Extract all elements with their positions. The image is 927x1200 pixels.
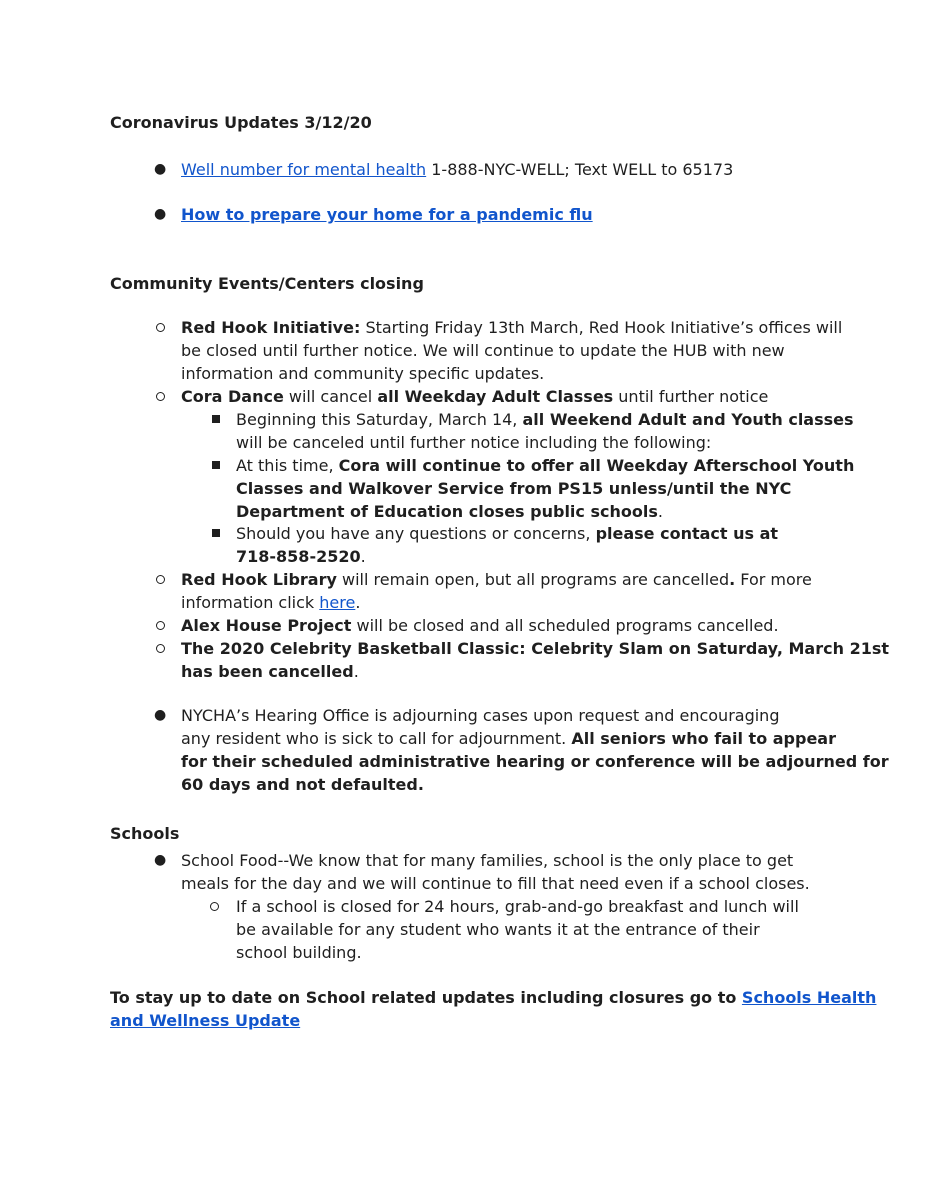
list-item-mental-health: [181, 158, 927, 181]
circle-bullet: [210, 902, 219, 911]
list-item-nycha: [181, 704, 927, 796]
school-sub-line1: If a school is closed for 24 hours, grab-and-go breakfast and lunch will: [236, 897, 799, 916]
library-text: will remain open, but all programs are cancelled: [336, 570, 730, 589]
cora-tail: until further notice: [613, 387, 769, 406]
rhi-text-1: Starting Friday 13th March, Red Hook Initiative’s offices will: [360, 318, 843, 337]
list-item-red-hook-initiative: [181, 316, 927, 385]
celebrity-line1: The 2020 Celebrity Basketball Classic: Celebrity Slam on Saturday, March 21st: [181, 639, 889, 658]
alex-text: will be closed and all scheduled programs cancelled.: [351, 616, 779, 635]
cora-sub1-bold: all Weekend Adult and Youth classes: [522, 410, 854, 429]
wellness-update-link[interactable]: and Wellness Update: [110, 1011, 301, 1030]
school-food-line1: School Food--We know that for many families, school is the only place to get: [181, 851, 794, 870]
square-bullet: [212, 461, 220, 469]
bullet-dot: ●: [154, 707, 167, 723]
list-item-red-hook-library: [181, 568, 927, 614]
cora-sub3-end: .: [360, 547, 366, 566]
circle-bullet: [156, 323, 165, 332]
footer-paragraph: [110, 986, 927, 1032]
cora-bold: all Weekday Adult Classes: [377, 387, 614, 406]
schools-health-link[interactable]: Schools Health: [741, 988, 877, 1007]
cora-sub1-line2: will be canceled until further notice including the following:: [236, 433, 712, 452]
list-item-alex-house: [181, 614, 927, 637]
cora-label: Cora Dance: [181, 387, 284, 406]
rhi-text-3: information and community specific updates.: [181, 364, 545, 383]
square-bullet: [212, 529, 220, 537]
cora-sub2-bold: Cora will continue to offer all Weekday Afterschool Youth: [338, 456, 855, 475]
mental-health-link[interactable]: Well number for mental health: [181, 160, 427, 179]
square-bullet: [212, 415, 220, 423]
pandemic-flu-link[interactable]: How to prepare your home for a pandemic flu: [181, 205, 593, 224]
cora-sub1-text: Beginning this Saturday, March 14,: [236, 410, 523, 429]
cora-sub-item-weekend: [236, 408, 927, 454]
school-sub-line3: school building.: [236, 943, 362, 962]
school-food-line2: meals for the day and we will continue to fill that need even if a school closes.: [181, 874, 810, 893]
school-sub-line2: be available for any student who wants it at the entrance of their: [236, 920, 760, 939]
bullet-dot: ●: [154, 206, 167, 222]
cora-phone: 718-858-2520: [236, 547, 361, 566]
bullet-dot: ●: [154, 161, 167, 177]
footer-text: To stay up to date on School related updates including closures go to: [110, 988, 742, 1007]
library-label: Red Hook Library: [181, 570, 337, 589]
cora-sub-item-contact: [236, 522, 927, 568]
nycha-line2-bold: All seniors who fail to appear: [571, 729, 836, 748]
cora-text-mid: will cancel: [283, 387, 378, 406]
cora-sub-item-afterschool: [236, 454, 927, 523]
rhi-label: Red Hook Initiative:: [181, 318, 361, 337]
cora-sub3-bold: please contact us at: [595, 524, 779, 543]
library-dot: .: [729, 570, 736, 589]
nycha-line2: any resident who is sick to call for adjournment.: [181, 729, 572, 748]
cora-sub2-line2: Classes and Walkover Service from PS15 unless/until the NYC: [236, 479, 792, 498]
school-food-sub-item: [236, 895, 927, 964]
cora-sub2-end: .: [657, 502, 663, 521]
page-title: Coronavirus Updates 3/12/20: [110, 113, 372, 132]
circle-bullet: [156, 392, 165, 401]
alex-label: Alex House Project: [181, 616, 352, 635]
list-item-celebrity-classic: [181, 637, 927, 683]
celebrity-line2: has been cancelled: [181, 662, 354, 681]
cora-sub2-line3: Department of Education closes public schools: [236, 502, 658, 521]
library-here-link[interactable]: here: [319, 593, 356, 612]
bullet-dot: ●: [154, 852, 167, 868]
celebrity-end: .: [353, 662, 359, 681]
library-text2: For more: [735, 570, 812, 589]
cora-sub3-text: Should you have any questions or concerns,: [236, 524, 596, 543]
cora-sub2-text: At this time,: [236, 456, 339, 475]
list-item-cora-dance: [181, 385, 927, 408]
community-heading: Community Events/Centers closing: [110, 274, 424, 293]
library-line2: information click: [181, 593, 320, 612]
nycha-line4: 60 days and not defaulted.: [181, 775, 424, 794]
list-item-pandemic-flu: [181, 203, 927, 226]
list-item-school-food: [181, 849, 927, 895]
circle-bullet: [156, 575, 165, 584]
circle-bullet: [156, 621, 165, 630]
rhi-text-2: be closed until further notice. We will continue to update the HUB with new: [181, 341, 785, 360]
mental-health-text: 1-888-NYC-WELL; Text WELL to 65173: [426, 160, 734, 179]
library-line2-end: .: [355, 593, 361, 612]
schools-heading: Schools: [110, 824, 180, 843]
nycha-line3: for their scheduled administrative hearing or conference will be adjourned for: [181, 752, 889, 771]
nycha-line1: NYCHA’s Hearing Office is adjourning cases upon request and encouraging: [181, 706, 780, 725]
circle-bullet: [156, 644, 165, 653]
